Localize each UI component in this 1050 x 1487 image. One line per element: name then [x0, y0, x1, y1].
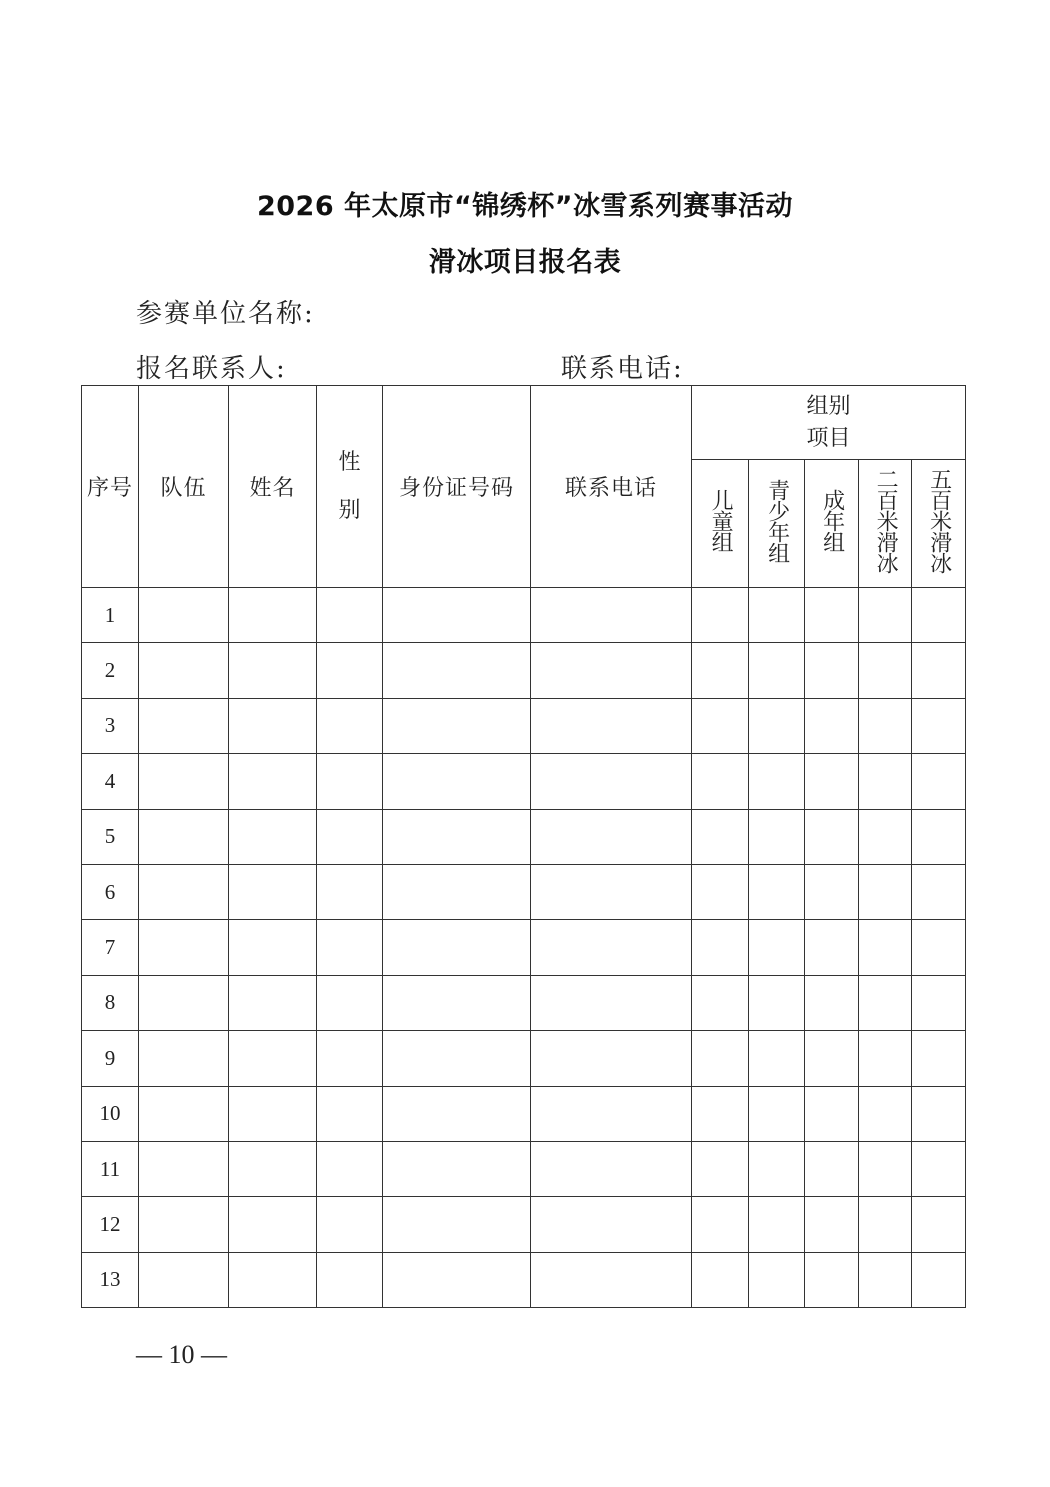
- name-cell[interactable]: [229, 809, 317, 864]
- children-cell[interactable]: [692, 975, 749, 1030]
- phone-cell[interactable]: [531, 588, 692, 643]
- table-row: [82, 698, 966, 753]
- row-number: 10: [99, 1101, 121, 1126]
- children-cell[interactable]: [692, 588, 749, 643]
- phone-cell[interactable]: [531, 864, 692, 919]
- phone-cell[interactable]: [531, 643, 692, 698]
- gender-cell[interactable]: [317, 1141, 383, 1196]
- youth-cell[interactable]: [749, 975, 805, 1030]
- youth-cell[interactable]: [749, 864, 805, 919]
- adult-cell[interactable]: [805, 920, 859, 975]
- header-id-number: 身份证号码: [383, 386, 531, 588]
- phone-cell[interactable]: [531, 1141, 692, 1196]
- phone-cell[interactable]: [531, 920, 692, 975]
- phone-cell[interactable]: [531, 975, 692, 1030]
- id-number-cell[interactable]: [383, 588, 531, 643]
- children-cell[interactable]: [692, 754, 749, 809]
- row-number-cell: [82, 1141, 139, 1196]
- header-seq: 序号: [82, 386, 139, 588]
- team-cell[interactable]: [139, 1252, 229, 1307]
- table-row: [82, 1086, 966, 1141]
- m200-cell[interactable]: [859, 1197, 912, 1252]
- row-number: 12: [99, 1211, 121, 1236]
- m200-cell[interactable]: [859, 920, 912, 975]
- row-number: 4: [104, 768, 116, 793]
- id-number-cell[interactable]: [383, 975, 531, 1030]
- gender-cell[interactable]: [317, 920, 383, 975]
- name-cell[interactable]: [229, 1252, 317, 1307]
- name-cell[interactable]: [229, 1141, 317, 1196]
- table-row: [82, 920, 966, 975]
- header-200m-skating: 二百米滑冰: [859, 460, 912, 588]
- phone-cell[interactable]: [531, 1086, 692, 1141]
- youth-cell[interactable]: [749, 1031, 805, 1086]
- row-number: 7: [104, 935, 116, 960]
- name-cell[interactable]: [229, 920, 317, 975]
- youth-cell[interactable]: [749, 920, 805, 975]
- team-cell[interactable]: [139, 920, 229, 975]
- m500-cell[interactable]: [912, 1141, 966, 1196]
- id-number-cell[interactable]: [383, 1031, 531, 1086]
- m500-cell[interactable]: [912, 975, 966, 1030]
- gender-cell[interactable]: [317, 864, 383, 919]
- row-number: 9: [104, 1045, 116, 1070]
- gender-cell[interactable]: [317, 1031, 383, 1086]
- name-cell[interactable]: [229, 754, 317, 809]
- m500-cell[interactable]: [912, 1086, 966, 1141]
- row-number: 13: [99, 1267, 121, 1292]
- table-row: [82, 1252, 966, 1307]
- row-number-cell: [82, 864, 139, 919]
- m200-cell[interactable]: [859, 809, 912, 864]
- adult-cell[interactable]: [805, 698, 859, 753]
- table-row: [82, 588, 966, 643]
- children-cell[interactable]: [692, 1197, 749, 1252]
- children-cell[interactable]: [692, 1252, 749, 1307]
- gender-cell[interactable]: [317, 1197, 383, 1252]
- row-number: 2: [104, 658, 116, 683]
- row-number-cell: [82, 643, 139, 698]
- m200-cell[interactable]: [859, 1141, 912, 1196]
- team-cell[interactable]: [139, 588, 229, 643]
- m500-cell[interactable]: [912, 1031, 966, 1086]
- m500-cell[interactable]: [912, 809, 966, 864]
- gender-cell[interactable]: [317, 588, 383, 643]
- youth-cell[interactable]: [749, 1252, 805, 1307]
- m200-cell[interactable]: [859, 1031, 912, 1086]
- page-number: — 10 —: [136, 1340, 227, 1369]
- header-team: 队伍: [139, 386, 229, 588]
- gender-cell[interactable]: [317, 809, 383, 864]
- document-title-line2: 滑冰项目报名表: [428, 247, 622, 278]
- row-number-cell: [82, 698, 139, 753]
- row-number: 6: [104, 879, 116, 904]
- table-row: [82, 1031, 966, 1086]
- m500-cell[interactable]: [912, 1197, 966, 1252]
- m500-cell[interactable]: [912, 1252, 966, 1307]
- m200-cell[interactable]: [859, 864, 912, 919]
- gender-cell[interactable]: [317, 1252, 383, 1307]
- children-cell[interactable]: [692, 1141, 749, 1196]
- youth-cell[interactable]: [749, 1086, 805, 1141]
- row-number: 8: [104, 990, 116, 1015]
- gender-cell[interactable]: [317, 754, 383, 809]
- id-number-cell[interactable]: [383, 809, 531, 864]
- header-row-top: [82, 386, 966, 460]
- name-cell[interactable]: [229, 1197, 317, 1252]
- row-number-cell: [82, 1086, 139, 1141]
- header-group-item: [692, 386, 966, 460]
- adult-cell[interactable]: [805, 1252, 859, 1307]
- m200-cell[interactable]: [859, 975, 912, 1030]
- name-cell[interactable]: [229, 698, 317, 753]
- header-adult-group: 成年组: [805, 460, 859, 588]
- adult-cell[interactable]: [805, 864, 859, 919]
- row-number-cell: [82, 1252, 139, 1307]
- team-cell[interactable]: [139, 1141, 229, 1196]
- row-number-cell: [82, 975, 139, 1030]
- youth-cell[interactable]: [749, 1197, 805, 1252]
- phone-cell[interactable]: [531, 754, 692, 809]
- m200-cell[interactable]: [859, 1252, 912, 1307]
- m500-cell[interactable]: [912, 643, 966, 698]
- children-cell[interactable]: [692, 809, 749, 864]
- team-cell[interactable]: [139, 1086, 229, 1141]
- table-row: [82, 643, 966, 698]
- id-number-cell[interactable]: [383, 643, 531, 698]
- m200-cell[interactable]: [859, 754, 912, 809]
- youth-cell[interactable]: [749, 809, 805, 864]
- gender-cell[interactable]: [317, 698, 383, 753]
- phone-cell[interactable]: [531, 698, 692, 753]
- m500-cell[interactable]: [912, 920, 966, 975]
- adult-cell[interactable]: [805, 588, 859, 643]
- row-number-cell: [82, 754, 139, 809]
- id-number-cell[interactable]: [383, 864, 531, 919]
- team-cell[interactable]: [139, 643, 229, 698]
- row-number-cell: [82, 588, 139, 643]
- children-cell[interactable]: [692, 1031, 749, 1086]
- phone-cell[interactable]: [531, 1197, 692, 1252]
- id-number-cell[interactable]: [383, 1197, 531, 1252]
- header-youth-group: 青少年组: [749, 460, 805, 588]
- header-500m-skating: 五百米滑冰: [912, 460, 966, 588]
- children-cell[interactable]: [692, 643, 749, 698]
- gender-cell[interactable]: [317, 1086, 383, 1141]
- children-cell[interactable]: [692, 1086, 749, 1141]
- youth-cell[interactable]: [749, 643, 805, 698]
- youth-cell[interactable]: [749, 1141, 805, 1196]
- header-children-group: 儿童组: [692, 460, 749, 588]
- gender-cell[interactable]: [317, 975, 383, 1030]
- adult-cell[interactable]: [805, 809, 859, 864]
- adult-cell[interactable]: [805, 1031, 859, 1086]
- id-number-cell[interactable]: [383, 698, 531, 753]
- children-cell[interactable]: [692, 698, 749, 753]
- name-cell[interactable]: [229, 864, 317, 919]
- table-row: [82, 864, 966, 919]
- adult-cell[interactable]: [805, 643, 859, 698]
- name-cell[interactable]: [229, 1031, 317, 1086]
- team-cell[interactable]: [139, 975, 229, 1030]
- row-number-cell: [82, 809, 139, 864]
- youth-cell[interactable]: [749, 754, 805, 809]
- m500-cell[interactable]: [912, 864, 966, 919]
- table-row: [82, 1197, 966, 1252]
- phone-cell[interactable]: [531, 809, 692, 864]
- row-number-cell: [82, 920, 139, 975]
- document-title-line1: 2026 年太原市“锦绣杯”冰雪系列赛事活动: [256, 191, 794, 222]
- id-number-cell[interactable]: [383, 754, 531, 809]
- team-cell[interactable]: [139, 1031, 229, 1086]
- m200-cell[interactable]: [859, 588, 912, 643]
- registration-table: [81, 385, 966, 1308]
- id-number-cell[interactable]: [383, 1086, 531, 1141]
- header-phone: 联系电话: [531, 386, 692, 588]
- m200-cell[interactable]: [859, 1086, 912, 1141]
- name-cell[interactable]: [229, 1086, 317, 1141]
- children-cell[interactable]: [692, 920, 749, 975]
- adult-cell[interactable]: [805, 975, 859, 1030]
- name-cell[interactable]: [229, 643, 317, 698]
- m500-cell[interactable]: [912, 754, 966, 809]
- m500-cell[interactable]: [912, 588, 966, 643]
- id-number-cell[interactable]: [383, 1252, 531, 1307]
- table-row: [82, 1141, 966, 1196]
- table-row: [82, 809, 966, 864]
- adult-cell[interactable]: [805, 1141, 859, 1196]
- table-row: [82, 754, 966, 809]
- m200-cell[interactable]: [859, 643, 912, 698]
- participating-unit-label: 参赛单位名称:: [136, 299, 315, 329]
- gender-cell[interactable]: [317, 643, 383, 698]
- m200-cell[interactable]: [859, 698, 912, 753]
- row-number-cell: [82, 1031, 139, 1086]
- team-cell[interactable]: [139, 864, 229, 919]
- row-number: 11: [99, 1156, 121, 1181]
- children-cell[interactable]: [692, 864, 749, 919]
- header-gender: 性别: [317, 386, 383, 588]
- contact-phone-label: 联系电话:: [561, 354, 684, 384]
- row-number-cell: [82, 1197, 139, 1252]
- m500-cell[interactable]: [912, 698, 966, 753]
- name-cell[interactable]: [229, 588, 317, 643]
- adult-cell[interactable]: [805, 754, 859, 809]
- team-cell[interactable]: [139, 698, 229, 753]
- registration-contact-label: 报名联系人:: [136, 354, 287, 384]
- youth-cell[interactable]: [749, 588, 805, 643]
- row-number: 1: [104, 602, 116, 627]
- team-cell[interactable]: [139, 1197, 229, 1252]
- team-cell[interactable]: [139, 809, 229, 864]
- adult-cell[interactable]: [805, 1197, 859, 1252]
- group-label: 组别: [806, 393, 851, 419]
- phone-cell[interactable]: [531, 1252, 692, 1307]
- id-number-cell[interactable]: [383, 920, 531, 975]
- youth-cell[interactable]: [749, 698, 805, 753]
- team-cell[interactable]: [139, 754, 229, 809]
- header-name: 姓名: [229, 386, 317, 588]
- adult-cell[interactable]: [805, 1086, 859, 1141]
- item-label: 项目: [806, 425, 851, 451]
- table-row: [82, 975, 966, 1030]
- name-cell[interactable]: [229, 975, 317, 1030]
- id-number-cell[interactable]: [383, 1141, 531, 1196]
- phone-cell[interactable]: [531, 1031, 692, 1086]
- row-number: 3: [104, 713, 116, 738]
- row-number: 5: [104, 824, 116, 849]
